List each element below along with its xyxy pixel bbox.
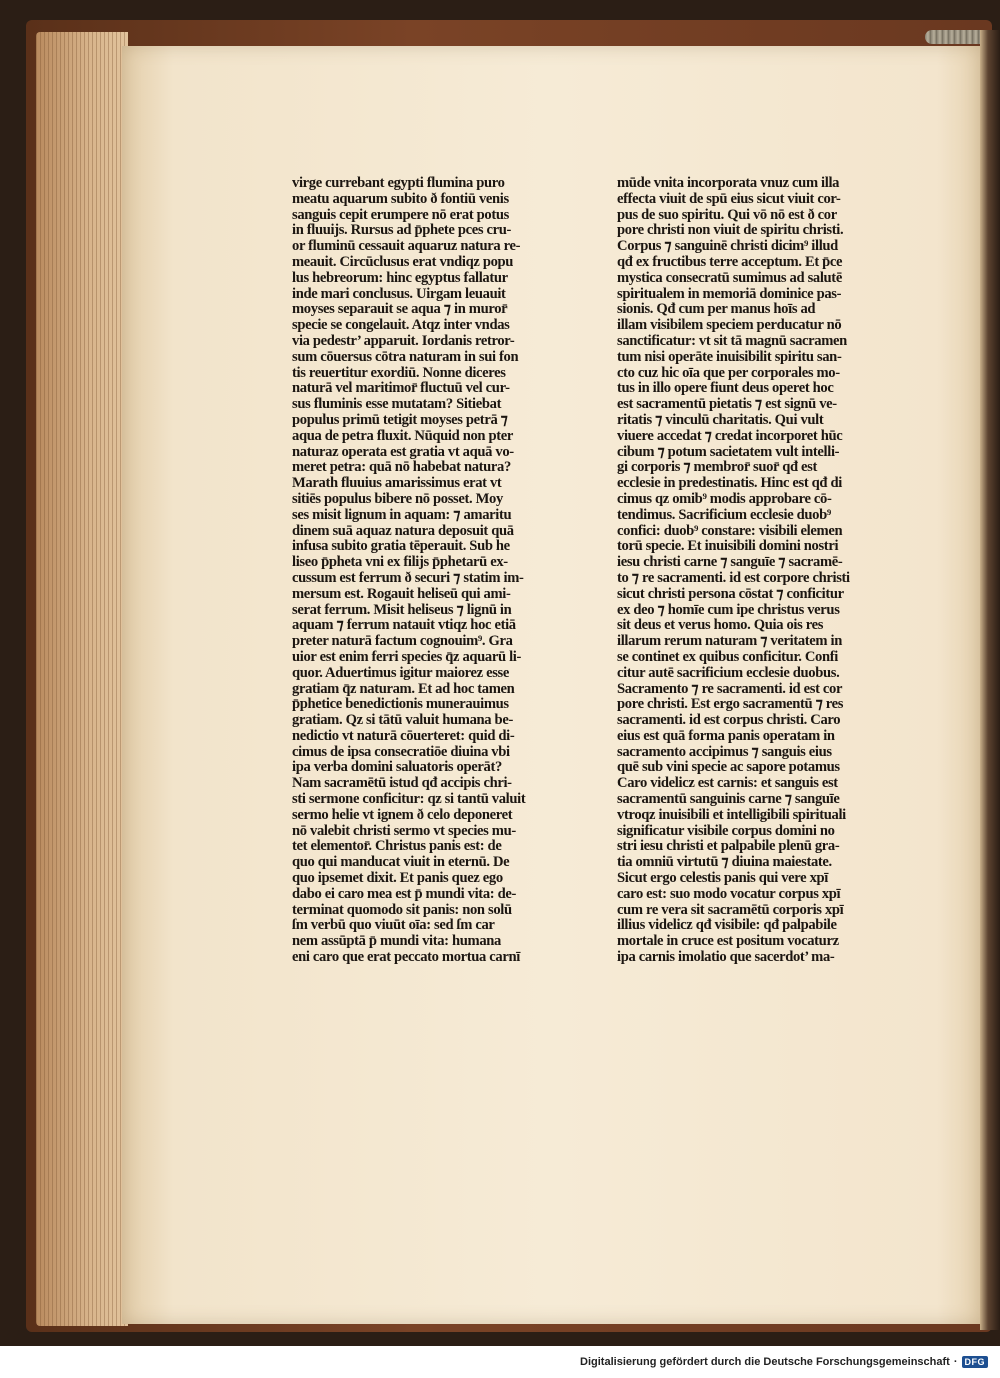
right-column-line: cto cuz hic oīa que per corporales mo-	[617, 364, 840, 381]
left-column-line: moyses separauit se aqua ⁊ in muror̄	[292, 301, 508, 318]
dfg-logo: DFG	[962, 1356, 989, 1368]
left-column-line: sanguis cepit erumpere nō erat potus	[292, 206, 509, 223]
right-column-line: tendimus. Sacrificium ecclesie duob⁹	[617, 506, 831, 523]
left-column-line: Marath fluuius amarissimus erat vt	[292, 475, 502, 492]
right-column-line: eius est quā forma panis operatam in	[617, 727, 835, 744]
right-column-line: torū specie. Et inuisibili domini nostri	[617, 538, 839, 555]
left-column-line: quo ipsemet dixit. Et panis quez ego	[292, 870, 503, 887]
right-column-line: ecclesie in predestinatis. Hinc est qđ di	[617, 475, 842, 492]
left-column-line: sus fluminis esse mutatam? Sitiebat	[292, 396, 502, 413]
left-column-line: uior est enim ferri species q̄z aquarū li-	[292, 648, 521, 665]
right-column-line: sanctificatur: vt sit tā magnū sacramen	[617, 332, 847, 349]
right-column-line: sacramentū sanguinis carne ⁊ sanguīe	[617, 791, 840, 808]
left-column-line: nem assūptā p̄ mundi vita: humana	[292, 933, 501, 950]
right-column-line: confici: duob⁹ constare: visibili elemen	[617, 522, 843, 539]
right-column-line: qđ ex fructibus terre acceptum. Et p̄ce	[617, 253, 843, 270]
left-column-line: meatu aquarum subito ð fontiū venis	[292, 190, 509, 207]
right-column-line: sacramenti. id est corpus christi. Caro	[617, 712, 841, 729]
left-column-line: populus primū tetigit moyses petrā ⁊	[292, 411, 508, 428]
right-column-line: Corpus ⁊ sanguinē christi dicim⁹ illud	[617, 238, 838, 255]
left-column-line: liseo p̄pheta vni ex filijs p̄phetarū ex-	[292, 554, 508, 571]
left-column-line: ipa verba domini saluatoris operāt?	[292, 759, 502, 776]
left-column-line: aquam ⁊ ferrum natauit vtiqz hoc etiā	[292, 617, 516, 634]
left-column-line: nō valebit christi sermo vt species mu-	[292, 822, 516, 839]
right-column-line: sacramento accipimus ⁊ sanguis eius	[617, 743, 832, 760]
left-column-line: gratiam q̄z naturam. Et ad hoc tamen	[292, 680, 515, 697]
right-column-line: cum re vera sit sacramētū corporis xpī	[617, 901, 844, 918]
right-column-line: pore christi non viuit de spiritu christi.	[617, 222, 844, 239]
left-column-line: tis reuertitur exordiū. Nonne diceres	[292, 364, 506, 381]
right-column-line: iesu christi carne ⁊ sanguīe ⁊ sacramē-	[617, 554, 843, 571]
right-column-line: viuere accedat ⁊ credat incorporet hūc	[617, 427, 843, 444]
left-column-line: in fluuijs. Rursus ad p̄phete pces cru-	[292, 222, 512, 239]
right-column-line: sionis. Qđ cum per manus hoīs ad	[617, 301, 816, 318]
right-column-line: Sacramento ⁊ re sacramenti. id est cor	[617, 680, 843, 697]
left-column-line: dinem suā aquaz natura deposuit quā	[292, 522, 514, 539]
left-column-line: naturā vel maritimor̄ fluctuū vel cur-	[292, 380, 510, 397]
left-column-line: p̄phetice benedictionis munerauimus	[292, 696, 509, 713]
right-column-line: pore christi. Est ergo sacramentū ⁊ res	[617, 696, 844, 713]
left-column-line: aqua de petra fluxit. Nūquid non pter	[292, 427, 513, 444]
left-column-line: Nam sacramētū istud qđ accipis chri-	[292, 775, 512, 792]
left-column-line: infusa subito gratia tēperauit. Sub he	[292, 538, 510, 555]
right-column-line: significatur visibile corpus domini no	[617, 822, 835, 839]
left-column-line: quor. Aduertimus igitur maiorez esse	[292, 664, 509, 681]
right-column-line: ritatis ⁊ vinculū charitatis. Qui vult	[617, 411, 824, 428]
right-column-line: to ⁊ re sacramenti. id est corpore christi	[617, 569, 850, 586]
right-column-line: quē sub vini specie ac sapore potamus	[617, 759, 840, 776]
right-column-line: illius videlicz qđ visibile: qđ palpabile	[617, 917, 837, 934]
right-column-line: Caro videlicz est carnis: et sanguis est	[617, 775, 838, 792]
right-column-line: ex deo ⁊ homīe cum ipe christus verus	[617, 601, 840, 618]
left-column-line: virge currebant egypti flumina puro	[292, 175, 505, 191]
right-column-line: illam visibilem speciem perducatur nō	[617, 317, 842, 334]
footer-credit	[0, 1346, 1000, 1378]
right-column-line: caro est: suo modo vocatur corpus xpī	[617, 885, 841, 902]
left-column-line: nedictio vt naturā cōuerteret: quid di-	[292, 727, 515, 744]
right-column-line: se continet ex quibus conficitur. Confi	[617, 648, 838, 665]
left-column-line: meauit. Circūclusus erat vndiqz popu	[292, 253, 514, 270]
right-column	[617, 176, 937, 966]
left-column-line: meret petra: quā nō habebat natura?	[292, 459, 511, 476]
left-column-line: sitiēs populus bibere nō posset. Moy	[292, 490, 503, 507]
left-column-line: lus hebreorum: hinc egyptus fallatur	[292, 269, 508, 286]
right-column-line: illarum rerum naturam ⁊ veritatem in	[617, 633, 842, 650]
right-column-line: mūde vnita incorporata vnuz cum illa	[617, 175, 840, 191]
right-column-line: gi corporis ⁊ membror̄ suor̄ qđ est	[617, 459, 818, 476]
right-column-line: tus in illo opere fiunt deus operet hoc	[617, 380, 834, 397]
left-column-line: specie se congelauit. Atqz inter vndas	[292, 317, 510, 334]
right-column-line: pus de suo spiritu. Qui vō nō est ð cor	[617, 206, 837, 223]
right-column-line: mortale in cruce est positum vocaturz	[617, 933, 839, 950]
left-column-line: ses misit lignum in aquam: ⁊ amaritu	[292, 506, 512, 523]
left-column-line: cimus de ipsa consecratiōe diuina vbi	[292, 743, 510, 760]
right-column-line: Sicut ergo celestis panis qui vere xpī	[617, 870, 829, 887]
right-column-line: tum nisi operāte inuisibilit spiritu san-	[617, 348, 842, 365]
left-column-line: serat ferrum. Misit heliseus ⁊ lignū in	[292, 601, 512, 618]
page-edges	[36, 32, 128, 1326]
left-column-line: mersum est. Rogauit heliseū qui ami-	[292, 585, 511, 602]
right-column-line: stri iesu christi et palpabile plenū gra-	[617, 838, 840, 855]
right-column-line: est sacramentū pietatis ⁊ est signū ve-	[617, 396, 837, 413]
left-column-line: via pedestr’ apparuit. Iordanis retror-	[292, 332, 515, 349]
left-column	[292, 176, 612, 966]
right-column-line: spiritualem in memoriā dominice pas-	[617, 285, 842, 302]
right-column-line: mystica consecratū sumimus ad salutē	[617, 269, 842, 286]
left-column-line: inde mari conclusus. Uirgam leuauit	[292, 285, 506, 302]
right-column-line: sicut christi persona cōstat ⁊ conficitur	[617, 585, 844, 602]
left-column-line: sum cōuersus cōtra naturam in sui fon	[292, 348, 519, 365]
right-column-line: tia omniū virtutū ⁊ diuina maiestate.	[617, 854, 832, 871]
right-column-line: sit deus et verus homo. Quia ois res	[617, 617, 824, 634]
left-column-line: ſm verbū quo viuūt oīa: sed ſm car	[292, 917, 495, 934]
left-column-line: gratiam. Qz si tātū valuit humana be-	[292, 712, 513, 729]
left-column-line: eni caro que erat peccato mortua carnī	[292, 949, 520, 966]
right-column-line: ipa carnis imolatio que sacerdot’ ma-	[617, 949, 835, 966]
left-column-line: sermo helie vt ignem ð celo deponeret	[292, 806, 513, 823]
footer-separator: ·	[953, 1356, 958, 1368]
left-column-line: dabo ei caro mea est p̄ mundi vita: de-	[292, 885, 516, 902]
left-column-line: naturaz operata est gratia vt aquā vo-	[292, 443, 514, 460]
left-column-line: or fluminū cessauit aquaruz natura re-	[292, 238, 521, 255]
left-column-line: preter naturā factum cognouim⁹. Gra	[292, 633, 513, 650]
left-column-line: terminat quomodo sit panis: non solū	[292, 901, 512, 918]
right-column-line: cimus qz omib⁹ modis approbare cō-	[617, 490, 832, 507]
right-column-line: vtroqz inuisibili et intelligibili spirituali	[617, 806, 846, 823]
left-column-line: quo qui manducat viuit in eternū. De	[292, 854, 510, 871]
left-column-line: tet elementor̄. Christus panis est: de	[292, 838, 502, 855]
left-column-line: cussum est ferrum ð securi ⁊ statim im-	[292, 569, 524, 586]
spine-strip	[980, 30, 1000, 1330]
footer-text: Digitalisierung gefördert durch die Deutsche Forschungsgemeinschaft	[580, 1356, 950, 1368]
right-column-line: citur autē sacrificium ecclesie duobus.	[617, 664, 840, 681]
right-column-line: cibum ⁊ potum sacietatem vult intelli-	[617, 443, 840, 460]
left-column-line: sti sermone conficitur: qz si tantū valuit	[292, 791, 526, 808]
right-column-line: effecta viuit de spū eius sicut viuit cor-	[617, 190, 841, 207]
